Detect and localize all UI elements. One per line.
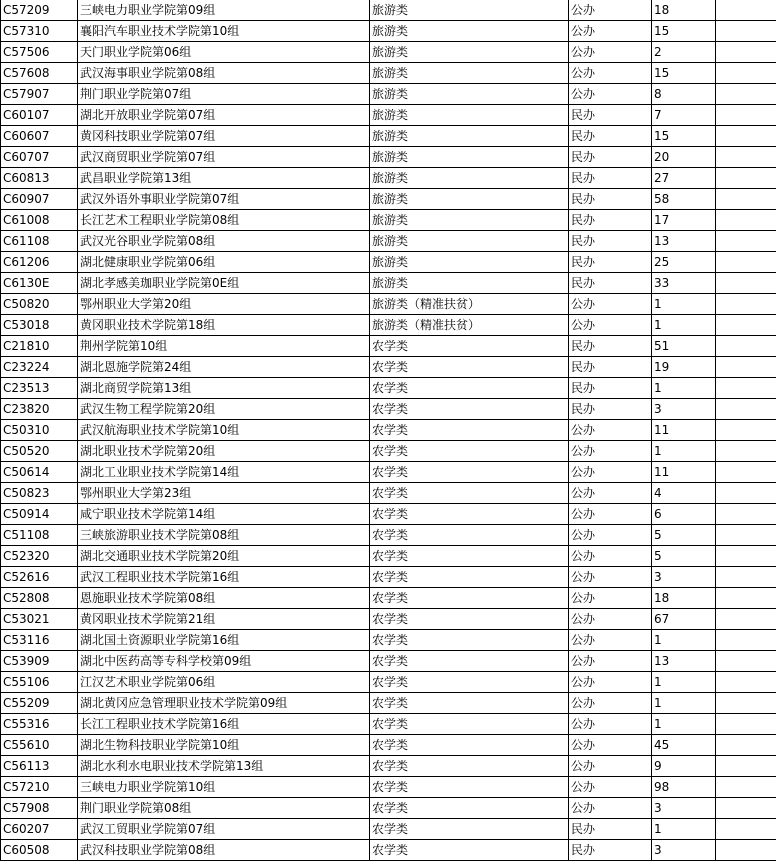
table-row bbox=[1, 525, 776, 546]
plan-count-cell: 4 bbox=[652, 483, 716, 504]
table-row bbox=[1, 168, 776, 189]
school-type-cell: 民办 bbox=[569, 819, 652, 840]
table-row bbox=[1, 315, 776, 336]
major-category-cell: 农学类 bbox=[370, 672, 569, 693]
school-group-cell: 武汉工贸职业学院第07组 bbox=[78, 819, 370, 840]
school-group-cell: 湖北商贸学院第13组 bbox=[78, 378, 370, 399]
school-group-cell: 鄂州职业大学第23组 bbox=[78, 483, 370, 504]
plan-count-cell: 25 bbox=[652, 252, 716, 273]
school-group-cell: 黄冈职业技术学院第18组 bbox=[78, 315, 370, 336]
plan-count-cell: 20 bbox=[652, 147, 716, 168]
major-category-cell: 农学类 bbox=[370, 651, 569, 672]
major-category-cell: 旅游类 bbox=[370, 189, 569, 210]
plan-count-cell: 15 bbox=[652, 63, 716, 84]
school-group-cell: 武昌职业学院第13组 bbox=[78, 168, 370, 189]
group-code-cell: C52616 bbox=[1, 567, 78, 588]
school-group-cell: 荆门职业学院第08组 bbox=[78, 798, 370, 819]
table-row bbox=[1, 840, 776, 861]
school-type-cell: 公办 bbox=[569, 420, 652, 441]
major-category-cell: 农学类 bbox=[370, 735, 569, 756]
major-category-cell: 农学类 bbox=[370, 756, 569, 777]
group-code-cell: C53021 bbox=[1, 609, 78, 630]
plan-count-cell: 98 bbox=[652, 777, 716, 798]
school-group-cell: 湖北生物科技职业学院第10组 bbox=[78, 735, 370, 756]
school-type-cell: 公办 bbox=[569, 567, 652, 588]
group-code-cell: C61206 bbox=[1, 252, 78, 273]
group-code-cell: C52320 bbox=[1, 546, 78, 567]
school-type-cell: 民办 bbox=[569, 105, 652, 126]
group-code-cell: C57210 bbox=[1, 777, 78, 798]
empty-cell bbox=[716, 357, 776, 378]
empty-cell bbox=[716, 672, 776, 693]
school-group-cell: 武汉商贸职业学院第07组 bbox=[78, 147, 370, 168]
table-row bbox=[1, 714, 776, 735]
school-group-cell: 武汉外语外事职业学院第07组 bbox=[78, 189, 370, 210]
group-code-cell: C60207 bbox=[1, 819, 78, 840]
group-code-cell: C60607 bbox=[1, 126, 78, 147]
school-group-cell: 天门职业学院第06组 bbox=[78, 42, 370, 63]
empty-cell bbox=[716, 231, 776, 252]
major-category-cell: 旅游类 bbox=[370, 126, 569, 147]
school-type-cell: 民办 bbox=[569, 399, 652, 420]
school-type-cell: 公办 bbox=[569, 42, 652, 63]
group-code-cell: C60707 bbox=[1, 147, 78, 168]
major-category-cell: 农学类 bbox=[370, 441, 569, 462]
table-row bbox=[1, 126, 776, 147]
table-row bbox=[1, 462, 776, 483]
major-category-cell: 旅游类 bbox=[370, 210, 569, 231]
table-row bbox=[1, 798, 776, 819]
major-category-cell: 农学类 bbox=[370, 483, 569, 504]
plan-count-cell: 3 bbox=[652, 798, 716, 819]
empty-cell bbox=[716, 294, 776, 315]
school-group-cell: 鄂州职业大学第20组 bbox=[78, 294, 370, 315]
group-code-cell: C56113 bbox=[1, 756, 78, 777]
major-category-cell: 旅游类 bbox=[370, 231, 569, 252]
school-group-cell: 恩施职业技术学院第08组 bbox=[78, 588, 370, 609]
group-code-cell: C50614 bbox=[1, 462, 78, 483]
major-category-cell: 农学类 bbox=[370, 357, 569, 378]
empty-cell bbox=[716, 441, 776, 462]
group-code-cell: C57209 bbox=[1, 0, 78, 21]
table-row bbox=[1, 420, 776, 441]
school-group-cell: 湖北国土资源职业学院第16组 bbox=[78, 630, 370, 651]
empty-cell bbox=[716, 147, 776, 168]
table-row bbox=[1, 105, 776, 126]
plan-count-cell: 1 bbox=[652, 315, 716, 336]
major-category-cell: 旅游类（精准扶贫） bbox=[370, 315, 569, 336]
school-type-cell: 公办 bbox=[569, 630, 652, 651]
empty-cell bbox=[716, 735, 776, 756]
major-category-cell: 旅游类 bbox=[370, 42, 569, 63]
school-group-cell: 长江工程职业技术学院第16组 bbox=[78, 714, 370, 735]
school-group-cell: 湖北开放职业学院第07组 bbox=[78, 105, 370, 126]
major-category-cell: 农学类 bbox=[370, 777, 569, 798]
empty-cell bbox=[716, 546, 776, 567]
group-code-cell: C53116 bbox=[1, 630, 78, 651]
table-body bbox=[1, 0, 776, 861]
empty-cell bbox=[716, 315, 776, 336]
plan-count-cell: 1 bbox=[652, 630, 716, 651]
plan-count-cell: 17 bbox=[652, 210, 716, 231]
empty-cell bbox=[716, 0, 776, 21]
empty-cell bbox=[716, 777, 776, 798]
table-row bbox=[1, 147, 776, 168]
empty-cell bbox=[716, 819, 776, 840]
empty-cell bbox=[716, 84, 776, 105]
group-code-cell: C50310 bbox=[1, 420, 78, 441]
empty-cell bbox=[716, 63, 776, 84]
plan-count-cell: 45 bbox=[652, 735, 716, 756]
plan-count-cell: 5 bbox=[652, 546, 716, 567]
group-code-cell: C23513 bbox=[1, 378, 78, 399]
plan-count-cell: 67 bbox=[652, 609, 716, 630]
major-category-cell: 旅游类 bbox=[370, 252, 569, 273]
group-code-cell: C50914 bbox=[1, 504, 78, 525]
major-category-cell: 农学类 bbox=[370, 693, 569, 714]
school-type-cell: 民办 bbox=[569, 126, 652, 147]
school-type-cell: 公办 bbox=[569, 525, 652, 546]
table-row bbox=[1, 21, 776, 42]
major-category-cell: 旅游类 bbox=[370, 273, 569, 294]
major-category-cell: 农学类 bbox=[370, 525, 569, 546]
school-type-cell: 公办 bbox=[569, 714, 652, 735]
group-code-cell: C52808 bbox=[1, 588, 78, 609]
school-group-cell: 武汉科技职业学院第08组 bbox=[78, 840, 370, 861]
plan-count-cell: 1 bbox=[652, 714, 716, 735]
school-group-cell: 武汉航海职业技术学院第10组 bbox=[78, 420, 370, 441]
school-type-cell: 公办 bbox=[569, 693, 652, 714]
school-type-cell: 公办 bbox=[569, 798, 652, 819]
major-category-cell: 农学类 bbox=[370, 840, 569, 861]
school-type-cell: 民办 bbox=[569, 168, 652, 189]
school-type-cell: 公办 bbox=[569, 21, 652, 42]
plan-count-cell: 15 bbox=[652, 126, 716, 147]
plan-count-cell: 11 bbox=[652, 462, 716, 483]
school-group-cell: 武汉生物工程学院第20组 bbox=[78, 399, 370, 420]
empty-cell bbox=[716, 651, 776, 672]
major-category-cell: 农学类 bbox=[370, 819, 569, 840]
school-type-cell: 民办 bbox=[569, 840, 652, 861]
school-type-cell: 公办 bbox=[569, 756, 652, 777]
group-code-cell: C55106 bbox=[1, 672, 78, 693]
table-row bbox=[1, 609, 776, 630]
table-row bbox=[1, 84, 776, 105]
plan-count-cell: 1 bbox=[652, 693, 716, 714]
group-code-cell: C61008 bbox=[1, 210, 78, 231]
empty-cell bbox=[716, 336, 776, 357]
school-type-cell: 公办 bbox=[569, 651, 652, 672]
school-type-cell: 公办 bbox=[569, 483, 652, 504]
plan-count-cell: 19 bbox=[652, 357, 716, 378]
table-row bbox=[1, 630, 776, 651]
major-category-cell: 农学类 bbox=[370, 630, 569, 651]
empty-cell bbox=[716, 798, 776, 819]
group-code-cell: C55316 bbox=[1, 714, 78, 735]
plan-count-cell: 1 bbox=[652, 819, 716, 840]
major-category-cell: 农学类 bbox=[370, 399, 569, 420]
group-code-cell: C57608 bbox=[1, 63, 78, 84]
major-category-cell: 旅游类 bbox=[370, 84, 569, 105]
group-code-cell: C60813 bbox=[1, 168, 78, 189]
school-type-cell: 民办 bbox=[569, 252, 652, 273]
plan-count-cell: 13 bbox=[652, 651, 716, 672]
school-group-cell: 襄阳汽车职业技术学院第10组 bbox=[78, 21, 370, 42]
major-category-cell: 旅游类 bbox=[370, 21, 569, 42]
table-row bbox=[1, 819, 776, 840]
group-code-cell: C50820 bbox=[1, 294, 78, 315]
school-type-cell: 民办 bbox=[569, 231, 652, 252]
table-row bbox=[1, 483, 776, 504]
table-row bbox=[1, 189, 776, 210]
plan-count-cell: 3 bbox=[652, 840, 716, 861]
group-code-cell: C53018 bbox=[1, 315, 78, 336]
plan-count-cell: 1 bbox=[652, 672, 716, 693]
table-row bbox=[1, 294, 776, 315]
school-type-cell: 民办 bbox=[569, 378, 652, 399]
empty-cell bbox=[716, 504, 776, 525]
school-type-cell: 公办 bbox=[569, 84, 652, 105]
empty-cell bbox=[716, 168, 776, 189]
empty-cell bbox=[716, 189, 776, 210]
empty-cell bbox=[716, 630, 776, 651]
major-category-cell: 旅游类 bbox=[370, 105, 569, 126]
group-code-cell: C23224 bbox=[1, 357, 78, 378]
plan-count-cell: 51 bbox=[652, 336, 716, 357]
table-row bbox=[1, 0, 776, 21]
group-code-cell: C6130E bbox=[1, 273, 78, 294]
group-code-cell: C55610 bbox=[1, 735, 78, 756]
empty-cell bbox=[716, 756, 776, 777]
school-group-cell: 荆门职业学院第07组 bbox=[78, 84, 370, 105]
plan-count-cell: 18 bbox=[652, 588, 716, 609]
school-type-cell: 公办 bbox=[569, 63, 652, 84]
table-row bbox=[1, 273, 776, 294]
group-code-cell: C60508 bbox=[1, 840, 78, 861]
empty-cell bbox=[716, 840, 776, 861]
plan-count-cell: 58 bbox=[652, 189, 716, 210]
table-row bbox=[1, 252, 776, 273]
table-row bbox=[1, 546, 776, 567]
major-category-cell: 农学类 bbox=[370, 714, 569, 735]
school-type-cell: 公办 bbox=[569, 441, 652, 462]
major-category-cell: 农学类 bbox=[370, 336, 569, 357]
plan-count-cell: 2 bbox=[652, 42, 716, 63]
school-type-cell: 民办 bbox=[569, 273, 652, 294]
table-row bbox=[1, 588, 776, 609]
table-row bbox=[1, 693, 776, 714]
school-group-cell: 湖北黄冈应急管理职业技术学院第09组 bbox=[78, 693, 370, 714]
empty-cell bbox=[716, 483, 776, 504]
plan-count-cell: 3 bbox=[652, 399, 716, 420]
table-row bbox=[1, 735, 776, 756]
school-type-cell: 公办 bbox=[569, 546, 652, 567]
school-group-cell: 湖北交通职业技术学院第20组 bbox=[78, 546, 370, 567]
table-row bbox=[1, 504, 776, 525]
empty-cell bbox=[716, 588, 776, 609]
empty-cell bbox=[716, 714, 776, 735]
plan-count-cell: 27 bbox=[652, 168, 716, 189]
plan-count-cell: 1 bbox=[652, 441, 716, 462]
group-code-cell: C60107 bbox=[1, 105, 78, 126]
plan-count-cell: 33 bbox=[652, 273, 716, 294]
school-group-cell: 武汉光谷职业学院第08组 bbox=[78, 231, 370, 252]
school-type-cell: 公办 bbox=[569, 777, 652, 798]
plan-count-cell: 3 bbox=[652, 567, 716, 588]
empty-cell bbox=[716, 252, 776, 273]
school-group-cell: 三峡电力职业学院第09组 bbox=[78, 0, 370, 21]
major-category-cell: 农学类 bbox=[370, 609, 569, 630]
plan-count-cell: 11 bbox=[652, 420, 716, 441]
table-row bbox=[1, 336, 776, 357]
major-category-cell: 农学类 bbox=[370, 546, 569, 567]
group-code-cell: C51108 bbox=[1, 525, 78, 546]
major-category-cell: 农学类 bbox=[370, 567, 569, 588]
school-group-cell: 三峡旅游职业技术学院第08组 bbox=[78, 525, 370, 546]
school-type-cell: 民办 bbox=[569, 210, 652, 231]
plan-count-cell: 1 bbox=[652, 378, 716, 399]
empty-cell bbox=[716, 609, 776, 630]
plan-count-cell: 13 bbox=[652, 231, 716, 252]
empty-cell bbox=[716, 42, 776, 63]
major-category-cell: 农学类 bbox=[370, 588, 569, 609]
group-code-cell: C55209 bbox=[1, 693, 78, 714]
major-category-cell: 旅游类 bbox=[370, 63, 569, 84]
empty-cell bbox=[716, 399, 776, 420]
empty-cell bbox=[716, 378, 776, 399]
school-group-cell: 湖北职业技术学院第20组 bbox=[78, 441, 370, 462]
school-type-cell: 公办 bbox=[569, 462, 652, 483]
table-row bbox=[1, 357, 776, 378]
empty-cell bbox=[716, 462, 776, 483]
school-type-cell: 公办 bbox=[569, 672, 652, 693]
group-code-cell: C57907 bbox=[1, 84, 78, 105]
empty-cell bbox=[716, 126, 776, 147]
major-category-cell: 旅游类 bbox=[370, 0, 569, 21]
school-type-cell: 民办 bbox=[569, 147, 652, 168]
plan-count-cell: 6 bbox=[652, 504, 716, 525]
major-category-cell: 旅游类（精准扶贫） bbox=[370, 294, 569, 315]
school-type-cell: 公办 bbox=[569, 588, 652, 609]
group-code-cell: C23820 bbox=[1, 399, 78, 420]
school-type-cell: 公办 bbox=[569, 609, 652, 630]
table-row bbox=[1, 399, 776, 420]
empty-cell bbox=[716, 567, 776, 588]
school-group-cell: 荆州学院第10组 bbox=[78, 336, 370, 357]
school-group-cell: 武汉工程职业技术学院第16组 bbox=[78, 567, 370, 588]
table-row bbox=[1, 441, 776, 462]
school-group-cell: 黄冈科技职业学院第07组 bbox=[78, 126, 370, 147]
school-type-cell: 民办 bbox=[569, 336, 652, 357]
group-code-cell: C57908 bbox=[1, 798, 78, 819]
school-type-cell: 民办 bbox=[569, 189, 652, 210]
school-group-cell: 三峡电力职业学院第10组 bbox=[78, 777, 370, 798]
table-row bbox=[1, 231, 776, 252]
school-group-cell: 湖北水利水电职业技术学院第13组 bbox=[78, 756, 370, 777]
plan-count-cell: 9 bbox=[652, 756, 716, 777]
table-row bbox=[1, 42, 776, 63]
empty-cell bbox=[716, 21, 776, 42]
table-row bbox=[1, 777, 776, 798]
table-row bbox=[1, 756, 776, 777]
group-code-cell: C60907 bbox=[1, 189, 78, 210]
group-code-cell: C61108 bbox=[1, 231, 78, 252]
plan-count-cell: 18 bbox=[652, 0, 716, 21]
school-type-cell: 公办 bbox=[569, 315, 652, 336]
empty-cell bbox=[716, 273, 776, 294]
major-category-cell: 农学类 bbox=[370, 378, 569, 399]
plan-count-cell: 5 bbox=[652, 525, 716, 546]
plan-count-cell: 7 bbox=[652, 105, 716, 126]
school-type-cell: 公办 bbox=[569, 0, 652, 21]
table-row bbox=[1, 378, 776, 399]
school-group-cell: 江汉艺术职业学院第06组 bbox=[78, 672, 370, 693]
empty-cell bbox=[716, 525, 776, 546]
school-type-cell: 民办 bbox=[569, 357, 652, 378]
group-code-cell: C57310 bbox=[1, 21, 78, 42]
empty-cell bbox=[716, 105, 776, 126]
school-group-cell: 湖北工业职业技术学院第14组 bbox=[78, 462, 370, 483]
school-type-cell: 公办 bbox=[569, 294, 652, 315]
school-type-cell: 公办 bbox=[569, 504, 652, 525]
empty-cell bbox=[716, 693, 776, 714]
group-code-cell: C53909 bbox=[1, 651, 78, 672]
group-code-cell: C50520 bbox=[1, 441, 78, 462]
major-category-cell: 农学类 bbox=[370, 504, 569, 525]
school-group-cell: 湖北孝感美珈职业学院第0E组 bbox=[78, 273, 370, 294]
table-row bbox=[1, 672, 776, 693]
major-category-cell: 农学类 bbox=[370, 798, 569, 819]
school-group-cell: 武汉海事职业学院第08组 bbox=[78, 63, 370, 84]
major-category-cell: 旅游类 bbox=[370, 168, 569, 189]
school-group-cell: 黄冈职业技术学院第21组 bbox=[78, 609, 370, 630]
school-group-cell: 湖北健康职业学院第06组 bbox=[78, 252, 370, 273]
major-category-cell: 农学类 bbox=[370, 462, 569, 483]
plan-count-cell: 15 bbox=[652, 21, 716, 42]
empty-cell bbox=[716, 210, 776, 231]
school-group-cell: 长江艺术工程职业学院第08组 bbox=[78, 210, 370, 231]
school-group-cell: 湖北恩施学院第24组 bbox=[78, 357, 370, 378]
group-code-cell: C57506 bbox=[1, 42, 78, 63]
group-code-cell: C21810 bbox=[1, 336, 78, 357]
plan-count-cell: 8 bbox=[652, 84, 716, 105]
group-code-cell: C50823 bbox=[1, 483, 78, 504]
table-row bbox=[1, 210, 776, 231]
major-category-cell: 旅游类 bbox=[370, 147, 569, 168]
school-type-cell: 公办 bbox=[569, 735, 652, 756]
school-group-cell: 湖北中医药高等专科学校第09组 bbox=[78, 651, 370, 672]
plan-count-cell: 1 bbox=[652, 294, 716, 315]
table-row bbox=[1, 63, 776, 84]
empty-cell bbox=[716, 420, 776, 441]
table-row bbox=[1, 651, 776, 672]
table-row bbox=[1, 567, 776, 588]
major-category-cell: 农学类 bbox=[370, 420, 569, 441]
school-group-cell: 咸宁职业技术学院第14组 bbox=[78, 504, 370, 525]
